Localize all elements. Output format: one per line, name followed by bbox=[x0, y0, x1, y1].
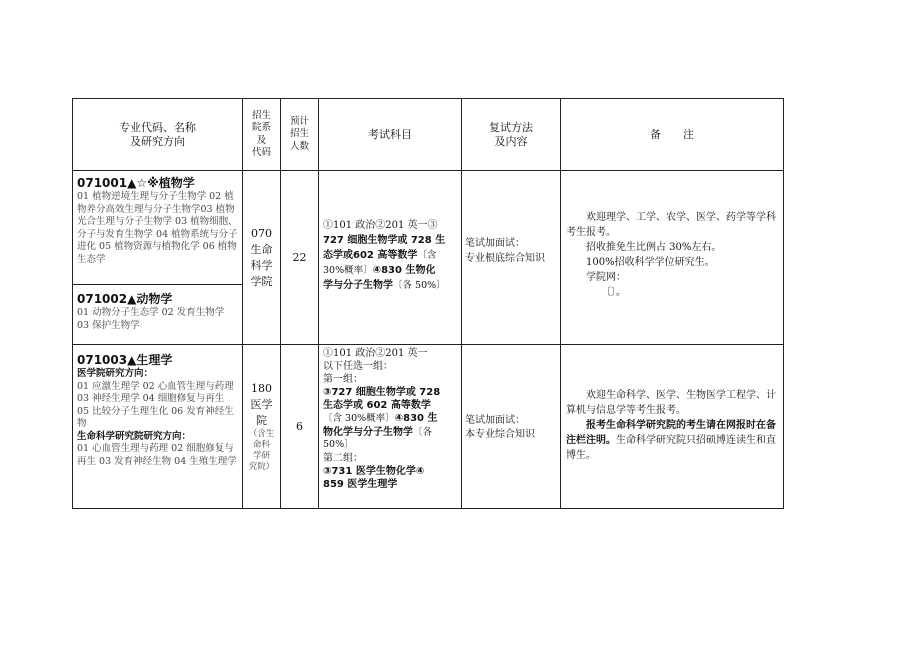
dept-note: （含生 命科 学研 究院） bbox=[248, 428, 275, 472]
note-bold: 报考生命科学研究院的考生请在网报时在备注栏注明。 bbox=[566, 420, 776, 446]
exam-line: 生态学或 602 高等数学 bbox=[323, 400, 431, 411]
header-count: 预计 招生 人数 bbox=[289, 115, 309, 152]
exam-line: ①101 政治②201 英一③ bbox=[323, 220, 438, 231]
major-directions: 01 心血管生理与药理 02 细胞修复与再生 03 发育神经生物 04 生殖生理学 bbox=[77, 443, 237, 467]
major-title: 071002▲动物学 bbox=[77, 292, 173, 306]
rule-header-bottom bbox=[72, 170, 784, 171]
note-paragraph bbox=[566, 418, 778, 463]
exam-line: 第一组： bbox=[323, 374, 363, 385]
note-paragraph: 欢迎生命科学、医学、生物医学工程学、计算机与信息学等考生报考。 bbox=[566, 390, 776, 416]
exam-line bbox=[323, 412, 459, 426]
exam-line: 第二组： bbox=[323, 452, 363, 464]
exam-line-note: 〔各 bbox=[413, 426, 433, 438]
retest-block2 bbox=[465, 414, 558, 442]
major-directions: 01 应激生理学 02 心血管生理与药理 03 神经生理学 04 细胞修复与再生 05 比较分子生理生化 06 发育神经生物 bbox=[77, 380, 234, 429]
exam-line bbox=[323, 426, 459, 440]
rule-right bbox=[783, 98, 784, 509]
count-block1: 22 bbox=[292, 250, 307, 264]
major-physiology bbox=[77, 353, 239, 468]
dept-medical bbox=[243, 345, 280, 508]
exam-line-text: ④830 生物化 bbox=[372, 265, 436, 276]
exam-line-note: 〔各 50%〕 bbox=[393, 280, 446, 291]
exam-line bbox=[323, 248, 459, 263]
exam-line: ③727 细胞生物学或 728 bbox=[323, 387, 441, 398]
note-paragraph: 学院网： bbox=[586, 272, 626, 283]
header-dept: 招生 院系 及 代码 bbox=[251, 109, 271, 158]
dept-name: 180 医学 院 bbox=[250, 381, 273, 427]
exam-line bbox=[323, 278, 459, 293]
exam-line-text: ④830 生 bbox=[394, 413, 438, 424]
header-notes: 备 注 bbox=[650, 127, 694, 141]
exam-block2 bbox=[323, 347, 459, 491]
major-title: 071003▲生理学 bbox=[77, 353, 173, 367]
exam-line-text: 物化学与分子生物学 bbox=[323, 426, 413, 438]
exam-line bbox=[323, 263, 459, 278]
major-zoology bbox=[77, 292, 239, 332]
retest-line: 笔试加面试： bbox=[465, 238, 525, 249]
notes-block2 bbox=[566, 388, 778, 463]
note-text: 生命科学研究院只招硕博连读生和直博生。 bbox=[566, 435, 776, 461]
exam-line: 50%〕 bbox=[323, 439, 354, 450]
direction-heading: 医学院研究方向： bbox=[77, 368, 154, 379]
retest-line: 笔试加面试： bbox=[465, 415, 525, 426]
exam-line-note: 〔含 bbox=[417, 250, 437, 261]
note-paragraph: 100%招收科学学位研究生。 bbox=[586, 257, 715, 268]
exam-line-text: 学与分子生物学 bbox=[323, 280, 393, 291]
note-paragraph: 〔〕。 bbox=[601, 287, 626, 298]
rule-block1-bottom bbox=[72, 344, 784, 345]
exam-line: 727 细胞生物学或 728 生 bbox=[323, 235, 446, 246]
exam-line: 859 医学生理学 bbox=[323, 478, 398, 490]
notes-block1 bbox=[566, 210, 778, 300]
exam-line: 以下任选一组： bbox=[323, 361, 393, 372]
retest-line: 专业根底综合知识 bbox=[465, 253, 545, 264]
major-directions: 01 动物分子生态学 02 发育生物学 03 保护生物学 bbox=[77, 307, 225, 331]
major-plant-science bbox=[77, 176, 239, 266]
note-paragraph: 欢迎理学、工学、农学、医学、药学等学科考生报考。 bbox=[566, 212, 776, 238]
admissions-table bbox=[72, 98, 784, 508]
rule-bottom bbox=[72, 508, 784, 509]
direction-heading: 生命科学研究院研究方向： bbox=[77, 430, 192, 442]
rule-block1-split bbox=[72, 284, 242, 285]
exam-line-note: 30%概率〕 bbox=[323, 265, 373, 276]
exam-line: ①101 政治②201 英一 bbox=[323, 348, 428, 359]
exam-line-text: 态学或602 高等数学 bbox=[323, 250, 418, 261]
exam-block1 bbox=[323, 218, 459, 293]
exam-line-note: 〔含 30%概率〕 bbox=[323, 413, 395, 424]
dept-life-science: 070 生命 科学 学院 bbox=[250, 226, 273, 288]
header-retest: 复试方法 及内容 bbox=[489, 120, 533, 148]
header-major: 专业代码、名称 及研究方向 bbox=[119, 120, 196, 148]
major-title: 071001▲☆※植物学 bbox=[77, 176, 195, 190]
count-block2: 6 bbox=[296, 419, 303, 433]
retest-block1 bbox=[465, 236, 558, 266]
header-exam: 考试科目 bbox=[368, 127, 412, 141]
retest-line: 本专业综合知识 bbox=[465, 429, 535, 440]
major-directions: 01 植物逆境生理与分子生物学 02 植物养分高效生理与分子生物学03 植物光合生理与分子生物学 03 植物细胞、分子与发育生物学 04 植物系统与分子进化 05 植物资源与植物化学 06 植物生态学 bbox=[77, 191, 238, 265]
exam-line: ③731 医学生物化学④ bbox=[323, 465, 425, 477]
note-paragraph: 招收推免生比例占 30%左右。 bbox=[586, 242, 722, 253]
